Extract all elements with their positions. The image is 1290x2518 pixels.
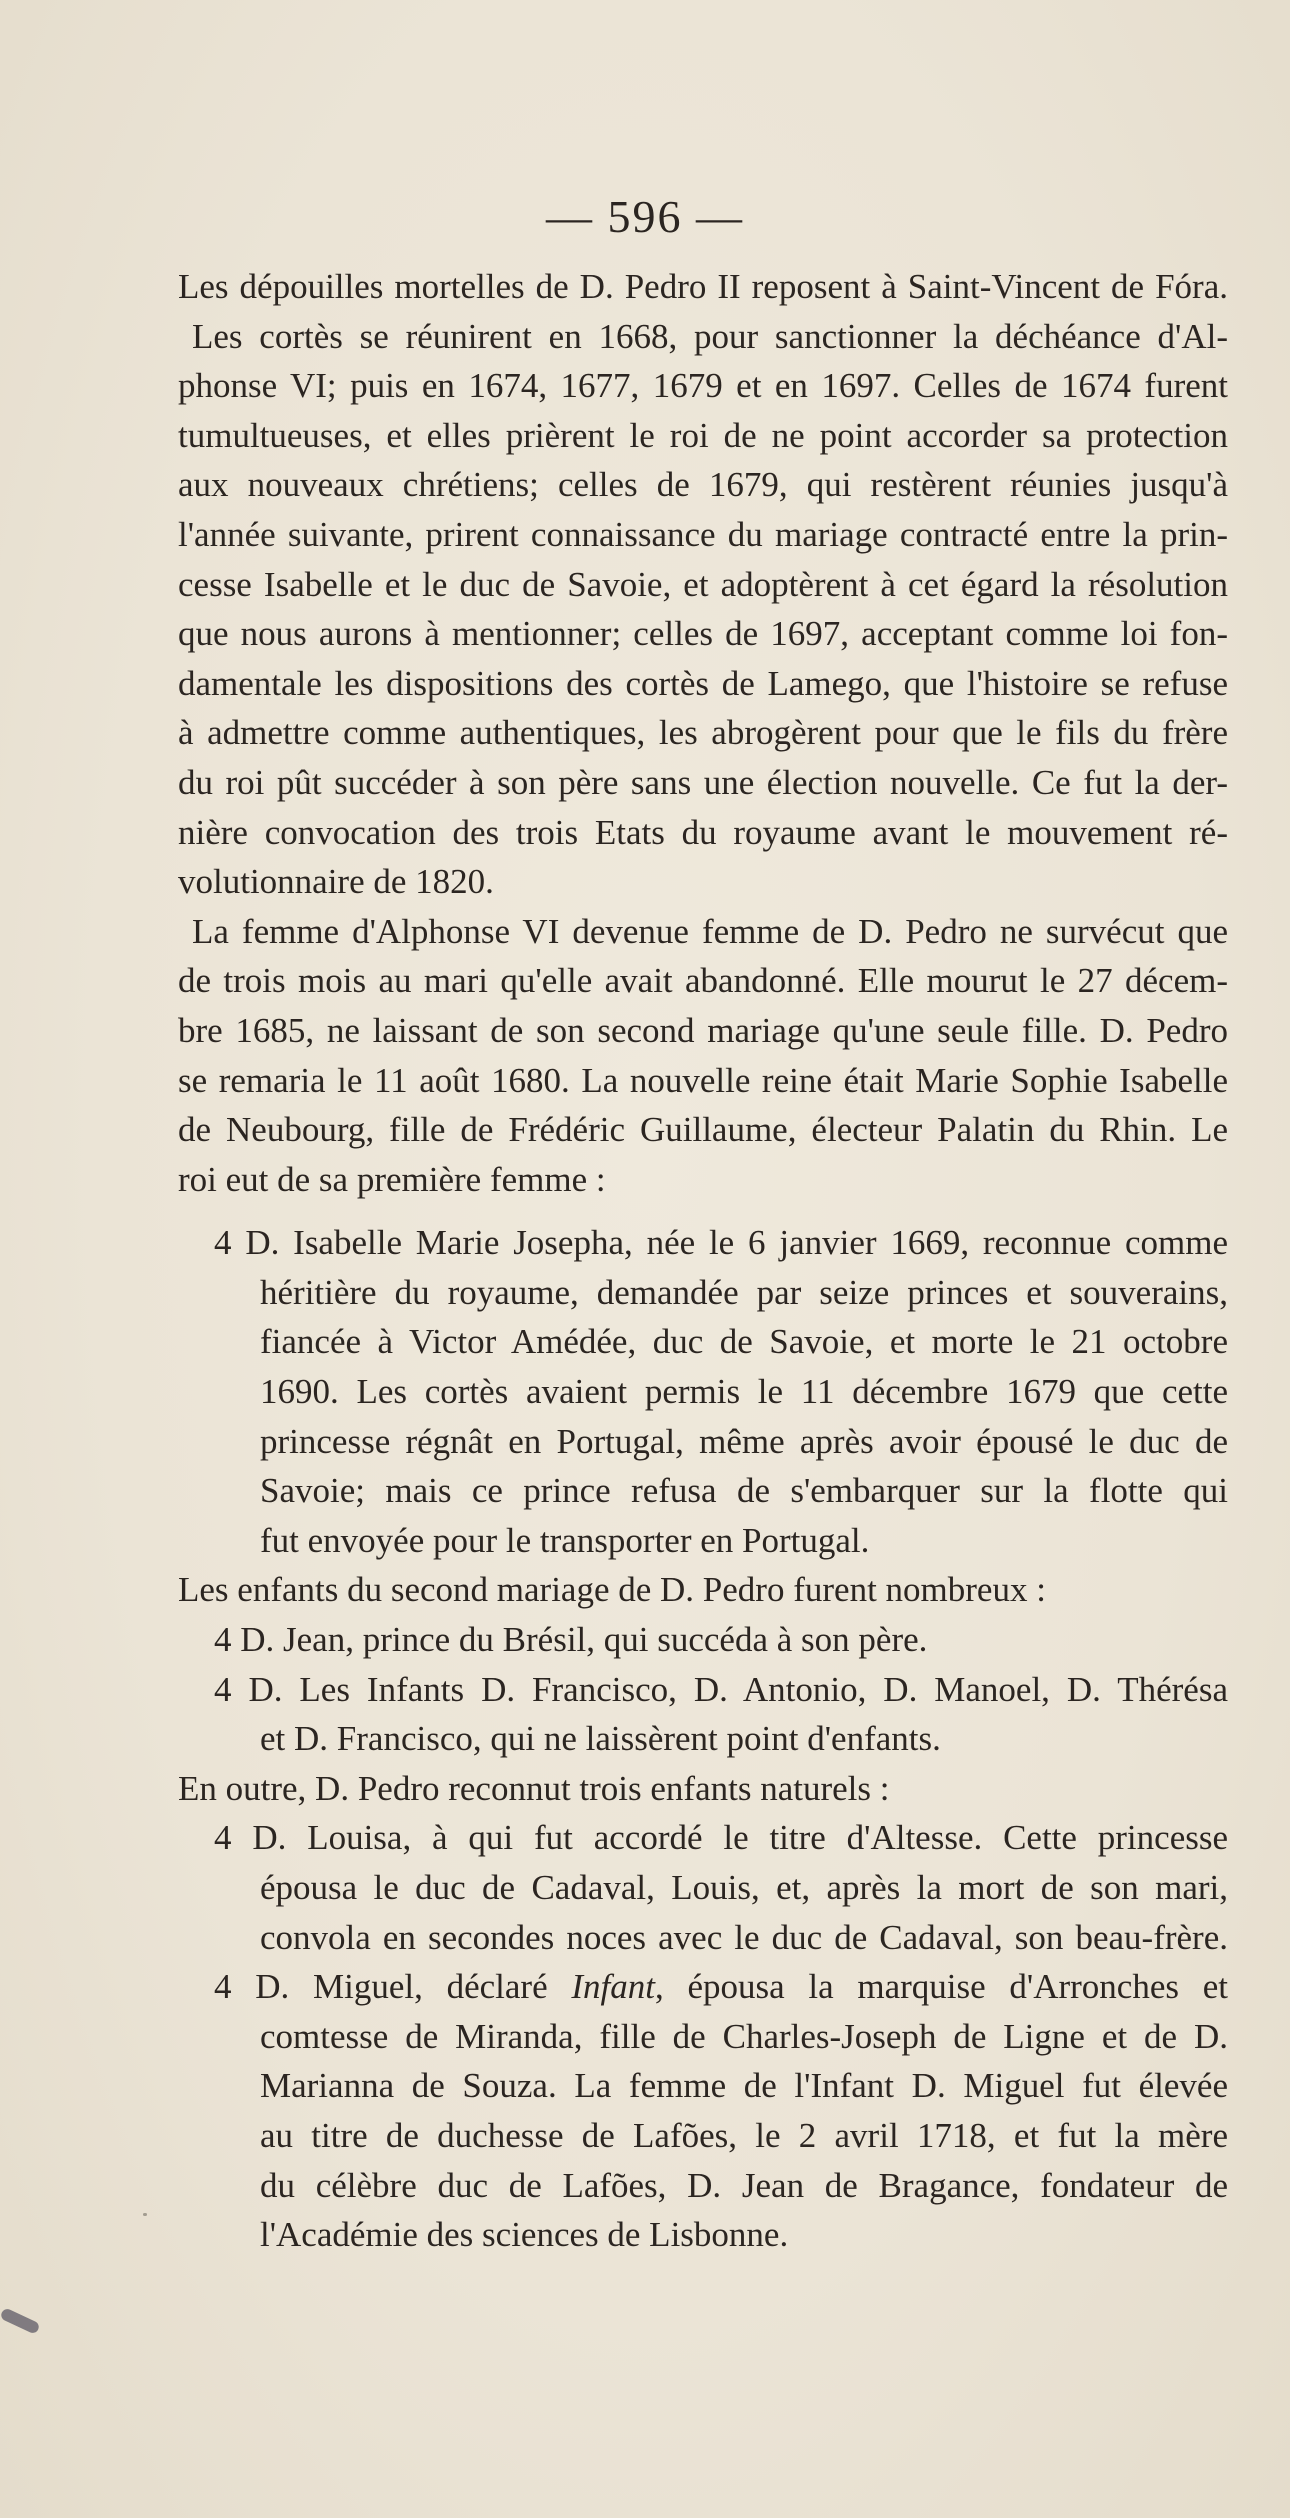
text-line: aux nouveaux chrétiens; celles de 1679, qui restèrent réunies jusqu'à [178, 465, 1228, 505]
page-number: — 596 — [546, 191, 744, 242]
text-line: Les cortès se réunirent en 1668, pour sanctionner la déchéance d'Al- [192, 316, 1228, 356]
text-line: bre 1685, ne laissant de son second mariage qu'une seule fille. D. Pedro [178, 1010, 1228, 1050]
text-line: princesse régnât en Portugal, même après avoir épousé le duc de [260, 1421, 1228, 1461]
text-line: 4 D. Isabelle Marie Josepha, née le 6 janvier 1669, reconnue comme [214, 1223, 1228, 1263]
text-line: Les enfants du second mariage de D. Pedro furent nombreux : [178, 1570, 1046, 1610]
text-line: 4 D. Les Infants D. Francisco, D. Antonio, D. Manoel, D. Thérésa [214, 1669, 1228, 1709]
text-line: phonse VI; puis en 1674, 1677, 1679 et en 1697. Celles de 1674 furent [178, 366, 1228, 406]
text-line: et D. Francisco, qui ne laissèrent point d'enfants. [260, 1719, 941, 1759]
text-line: du roi pût succéder à son père sans une élection nouvelle. Ce fut la der- [178, 762, 1228, 802]
paper-speck [143, 2213, 147, 2216]
text-line: cesse Isabelle et le duc de Savoie, et adoptèrent à cet égard la résolution [178, 564, 1228, 604]
text-line: tumultueuses, et elles prièrent le roi de ne point accorder sa protection [178, 415, 1228, 455]
text-segment: 4 D. Miguel, déclaré [214, 1967, 572, 2007]
text-line: nière convocation des trois Etats du royaume avant le mouvement ré- [178, 812, 1228, 852]
text-line: l'année suivante, prirent connaissance du mariage contracté entre la prin- [178, 514, 1228, 554]
text-line: 4 D. Louisa, à qui fut accordé le titre d'Altesse. Cette princesse [214, 1818, 1228, 1858]
italic-word: Infant [571, 1967, 655, 2007]
text-line: que nous aurons à mentionner; celles de 1697, acceptant comme loi fon- [178, 614, 1228, 654]
text-line: se remaria le 11 août 1680. La nouvelle reine était Marie Sophie Isabelle [178, 1060, 1228, 1100]
text-line: fiancée à Victor Amédée, duc de Savoie, et morte le 21 octobre [260, 1322, 1228, 1362]
text-line: Marianna de Souza. La femme de l'Infant D. Miguel fut élevée [260, 2066, 1228, 2106]
text-line: épousa le duc de Cadaval, Louis, et, après la mort de son mari, [260, 1868, 1228, 1907]
body-text [178, 262, 1228, 2260]
text-line: l'Académie des sciences de Lisbonne. [260, 2215, 789, 2255]
ink-smudge [0, 2307, 41, 2335]
text-line: Savoie; mais ce prince refusa de s'embarquer sur la flotte qui [260, 1471, 1228, 1511]
text-line: 1690. Les cortès avaient permis le 11 décembre 1679 que cette [260, 1372, 1228, 1412]
text-line: héritière du royaume, demandée par seize princes et souverains, [260, 1272, 1228, 1312]
text-line: au titre de duchesse de Lafões, le 2 avril 1718, et fut la mère [260, 2115, 1228, 2155]
text-line: du célèbre duc de Lafões, D. Jean de Bragance, fondateur de [260, 2165, 1228, 2205]
text-line: volutionnaire de 1820. [178, 862, 494, 902]
text-line: à admettre comme authentiques, les abrogèrent pour que le fils du frère [178, 713, 1228, 753]
text-line: de trois mois au mari qu'elle avait abandonné. Elle mourut le 27 décem- [178, 961, 1228, 1001]
text-line: damentale les dispositions des cortès de Lamego, que l'histoire se refuse [178, 663, 1228, 703]
text-line: de Neubourg, fille de Frédéric Guillaume, électeur Palatin du Rhin. Le [178, 1110, 1228, 1150]
text-line: fut envoyée pour le transporter en Portugal. [260, 1520, 870, 1560]
paragraph-gap [178, 1204, 1228, 1218]
text-line: En outre, D. Pedro reconnut trois enfants naturels : [178, 1768, 890, 1808]
text-line: comtesse de Miranda, fille de Charles-Joseph de Ligne et de D. [260, 2016, 1228, 2056]
text-line: roi eut de sa première femme : [178, 1159, 606, 1199]
text-line: Les dépouilles mortelles de D. Pedro II reposent à Saint-Vincent de Fóra. [178, 267, 1228, 306]
text-line: 4 D. Jean, prince du Brésil, qui succéda à son père. [214, 1620, 928, 1660]
text-line: La femme d'Alphonse VI devenue femme de D. Pedro ne survécut que [192, 911, 1228, 951]
text-segment: , épousa la marquise d'Arronches et [654, 1967, 1228, 2007]
text-line: convola en secondes noces avec le duc de Cadaval, son beau-frère. [260, 1917, 1228, 1957]
text-line [178, 1962, 1228, 2012]
